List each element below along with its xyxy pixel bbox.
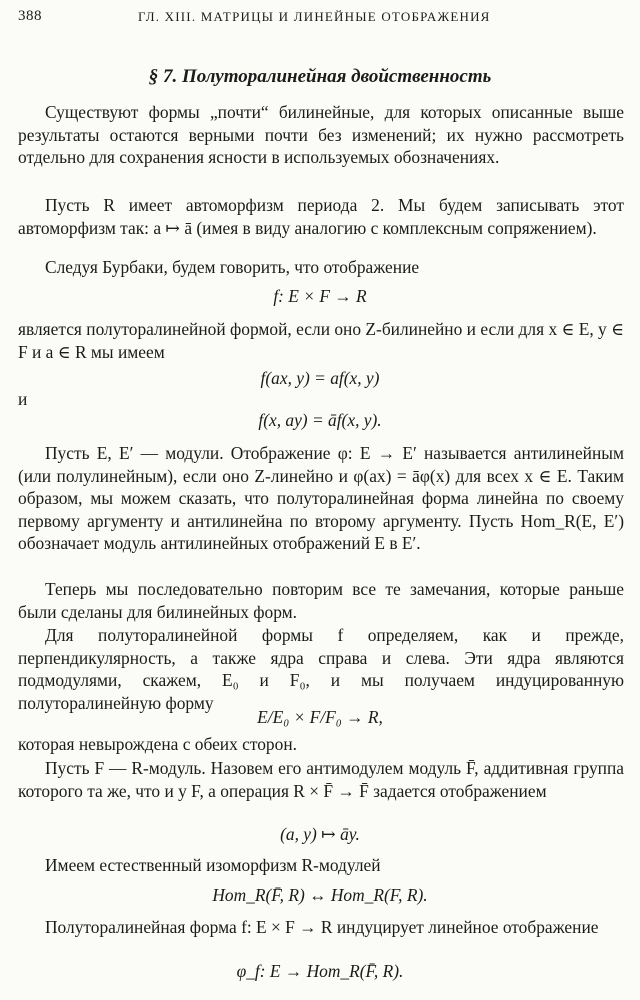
paragraph-definition: является полуторалинейной формой, если оно Z-билинейно и если для x ∈ E, y ∈ F и a ∈ R мы имеем [18, 319, 624, 362]
paragraph-antilinear: Пусть E, E′ — модули. Отображение φ: E → E′ называется антилинейным (или полулинейным), если оно Z-линейно и φ(ax) = āφ(x) для всех x ∈ E. Таким образом, мы можем сказать, что полуторалинейная форма линейна по своему первому аргументу и антилинейна по второму аргументу. Пусть Hom_R(E, E′) обозначает модуль антилинейных отображений E в E′. [18, 443, 624, 553]
formula-left-linearity: f(ax, y) = af(x, y) [260, 368, 380, 388]
paragraph-remarks: Теперь мы последовательно повторим все те замечания, которые раньше были сделаны для билинейных форм. [18, 579, 624, 622]
paragraph-isomorphism: Имеем естественный изоморфизм R-модулей [45, 855, 381, 875]
formula-induced-form: E/E₀ × F/F₀ → R, [257, 707, 383, 727]
formula-right-antilinearity: f(x, ay) = āf(x, y). [258, 410, 382, 430]
running-title: ГЛ. XIII. МАТРИЦЫ И ЛИНЕЙНЫЕ ОТОБРАЖЕНИЯ [138, 9, 491, 24]
formula-form-map: f: E × F → R [273, 286, 367, 306]
paragraph-induced-map: Полуторалинейная форма f: E × F → R индуцирует линейное отображение [45, 917, 599, 937]
formula-induced-map: φ_f: E → Hom_R(F̄, R). [236, 961, 404, 981]
page-number: 388 [18, 8, 42, 24]
paragraph-nondegenerate: которая невырождена с обеих сторон. [18, 734, 297, 754]
paragraph-automorphism: Пусть R имеет автоморфизм периода 2. Мы будем записывать этот автоморфизм так: a ↦ ā (имея в виду аналогию с комплексным сопряжением). [18, 195, 624, 238]
section-title: § 7. Полуторалинейная двойственность [148, 66, 492, 87]
connector-word: и [18, 389, 28, 409]
paragraph-bourbaki: Следуя Бурбаки, будем говорить, что отображение [45, 257, 420, 277]
running-header [18, 6, 622, 28]
paragraph-antimodule: Пусть F — R-модуль. Назовем его антимодулем модуль F̄, аддитивная группа которого та же, что и у F, а операция R × F̄ → F̄ задается отображением [18, 758, 624, 801]
paragraph-intro: Существуют формы „почти“ билинейные, для которых описанные выше результаты остаются верными почти без изменений; их нужно рассмотреть отдельно для сохранения ясности в используемых обозначениях. [18, 102, 624, 167]
formula-hom-isomorphism: Hom_R(F̄, R) ↔ Hom_R(F, R). [212, 885, 428, 905]
formula-antimodule-operation: (a, y) ↦ āy. [280, 824, 360, 844]
paragraph-kernels: Для полуторалинейной формы f определяем, как и прежде, перпендикулярность, а также ядра справа и слева. Эти ядра являются подмодулями, скажем, E₀ и F₀, и мы получаем индуцированную полуторалинейную форму [18, 625, 624, 713]
